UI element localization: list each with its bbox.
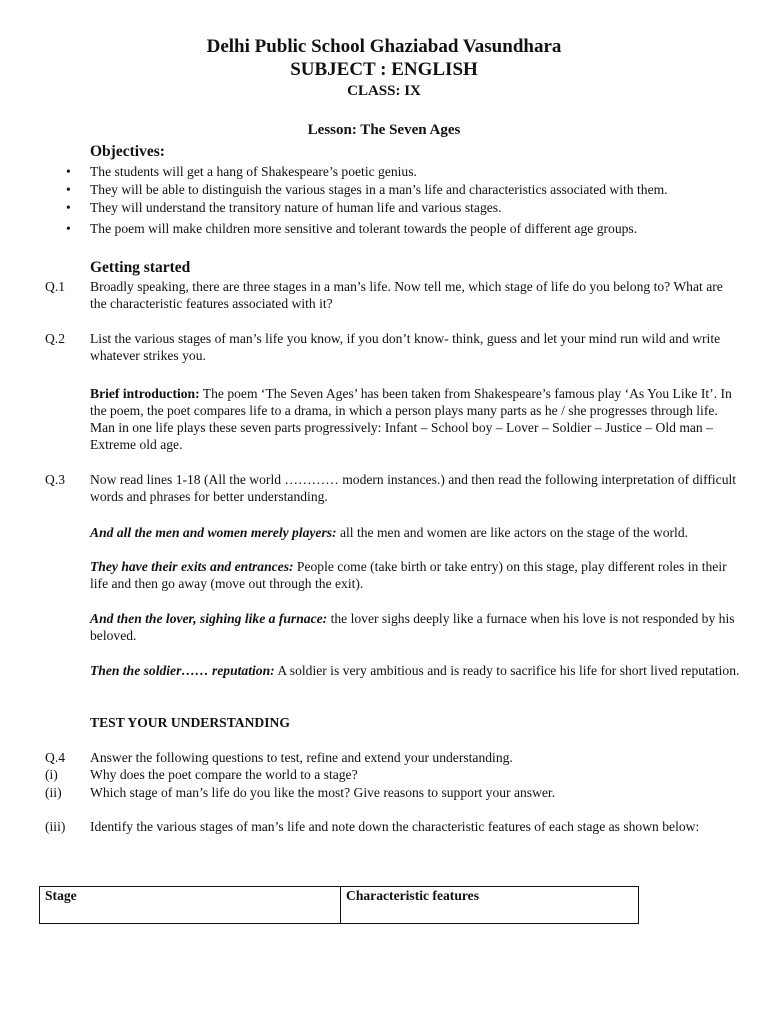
sub-question-text: Which stage of man’s life do you like the most? Give reasons to support your answer. [90,785,556,800]
lesson-title: Lesson: The Seven Ages [307,122,461,138]
phrase: And then the lover, sighing like a furnace: [90,611,328,626]
sub-question-text: Identify the various stages of man’s life and note down the characteristic features of each stage as shown below: [90,819,700,834]
question-number: Q.2 [45,331,66,346]
stage-table [39,886,639,924]
question-text: List the various stages of man’s life you know, if you don’t know- think, guess and let your mind run wild and write whatever strikes you. [90,331,721,363]
question-number: Q.4 [45,750,66,765]
question-text: Broadly speaking, there are three stages in a man’s life. Now tell me, which stage of life do you belong to? What are the characteristic features associated with it? [90,279,723,311]
question-text: Answer the following questions to test, refine and extend your understanding. [90,750,513,765]
question-number: Q.3 [45,472,66,487]
phrase-explanation [90,524,742,541]
phrase-explanation [90,558,742,592]
getting-started-title: Getting started [90,259,191,276]
class-heading: CLASS: IX [347,83,421,99]
sub-question-number: (iii) [45,819,66,834]
objectives-title: Objectives: [90,143,165,160]
objective-item: • The poem will make children more sensitive and tolerant towards the people of different age groups. [66,221,638,236]
phrase: They have their exits and entrances: [90,559,294,574]
table-header-row [40,887,639,924]
subject-heading: SUBJECT : ENGLISH [290,59,478,80]
question-number: Q.1 [45,279,66,294]
brief-introduction-text: The poem ‘The Seven Ages’ has been taken from Shakespeare’s famous play ‘As You Like It’. In the poem, the poet compares life to a drama, in which a person plays many parts as he / she progresses through life. Man in one life plays these seven parts progressively: Infant – School boy – Lover – Soldier – Justice – Old man – Extreme old age. [90,386,732,452]
phrase-meaning: the lover sighs deeply like a furnace when his love is not responded by his beloved. [90,611,735,643]
sub-question-number: (ii) [45,785,62,800]
table-header-features: Characteristic features [341,887,639,924]
objective-text: The poem will make children more sensitive and tolerant towards the people of different age groups. [90,221,638,236]
phrase-meaning: People come (take birth or take entry) on this stage, play different roles in their life and then go away (move out through the exit). [90,559,727,591]
objective-item: • The students will get a hang of Shakespeare’s poetic genius. [66,164,417,179]
phrase: And all the men and women merely players: [90,525,337,540]
sub-question-number: (i) [45,767,58,782]
question-text: Now read lines 1-18 (All the world ………… modern instances.) and then read the following interpretation of difficult words and phrases for better understanding. [90,472,737,504]
test-title: TEST YOUR UNDERSTANDING [90,715,290,730]
phrase: Then the soldier…… reputation: [90,663,275,678]
objective-item: • They will be able to distinguish the various stages in a man’s life and characteristics associated with them. [66,182,668,197]
phrase-explanation [90,610,742,644]
brief-introduction [90,385,742,453]
objective-text: The students will get a hang of Shakespeare’s poetic genius. [90,164,417,179]
table-header-stage: Stage [40,887,341,924]
phrase-explanation [90,662,742,679]
objective-item: • They will understand the transitory nature of human life and various stages. [66,200,502,215]
objective-text: They will be able to distinguish the various stages in a man’s life and characteristics associated with them. [90,182,668,197]
school-name: Delhi Public School Ghaziabad Vasundhara [206,36,562,57]
phrase-meaning: A soldier is very ambitious and is ready to sacrifice his life for short lived reputation. [274,663,740,678]
phrase-meaning: all the men and women are like actors on the stage of the world. [336,525,689,540]
brief-introduction-label: Brief introduction: [90,386,200,401]
sub-question-text: Why does the poet compare the world to a stage? [90,767,358,782]
objective-text: They will understand the transitory nature of human life and various stages. [90,200,502,215]
